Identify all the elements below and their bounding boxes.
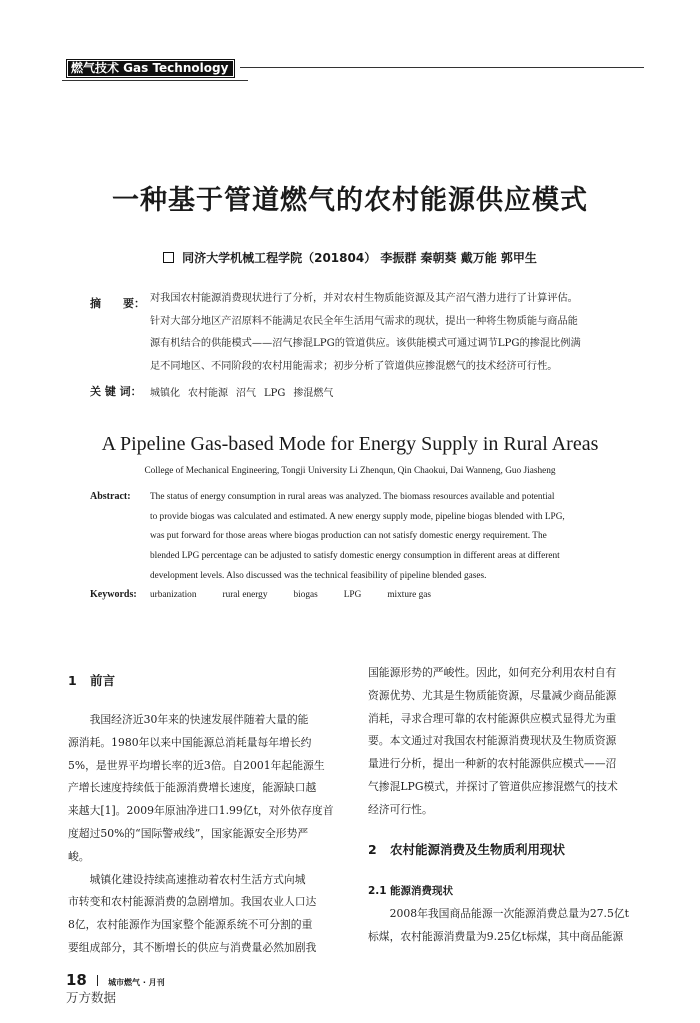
abstract-en-label: Abstract: [90, 491, 131, 502]
body-line: 源消耗。1980年以来中国能源总消耗量每年增长约 [68, 735, 312, 749]
keywords-en-label: Keywords: [90, 589, 137, 600]
section-2-1-heading [368, 883, 453, 898]
body-line: 国能源形势的严峻性。因此，如何充分利用农村自有 [368, 666, 617, 679]
abstract-cn-label: 摘 要： [90, 297, 145, 310]
keywords-cn-label: 关 键 词： [90, 385, 142, 398]
page-number: 18 [66, 971, 87, 989]
body-line: 来越大[1]。2009年原油净进口1.99亿t，对外依存度首 [68, 804, 334, 818]
abstract-cn-line: 足不同地区、不同阶段的农村用能需求；初步分析了管道供应掺混燃气的技术经济可行性。 [150, 360, 558, 372]
abstract-en-line: development levels. Also discussed was the technical feasibility of pipeline blended gases. [150, 570, 487, 581]
header-rule-under [62, 80, 248, 81]
keyword-cn: 掺混燃气 [293, 388, 334, 399]
body-line: 资源优势、尤其是生物质能资源，尽量减少商品能源 [368, 688, 617, 702]
body-line: 要。本文通过对我国农村能源消费现状及生物质资源 [368, 734, 617, 748]
section-title: 前言 [90, 673, 116, 688]
section-title: 农村能源消费及生物质利用现状 [390, 842, 566, 857]
section-2-1-body [368, 903, 653, 949]
body-line: 要组成部分，其不断增长的供应与消费量必然加剧我 [68, 940, 317, 954]
abstract-cn [150, 288, 630, 378]
abstract-en-line: blended LPG percentage can be adjusted to satisfy domestic energy consumption in different areas at different [150, 551, 560, 562]
footer-divider [97, 975, 98, 986]
abstract-en-line: was put forward for those areas where biogas production can not satisfy domestic energy requirement. The [150, 531, 547, 542]
abstract-en-line: to provide biogas was calculated and estimated. A new energy supply mode, pipeline biogas blended with LPG, [150, 511, 565, 522]
paper-title-en: A Pipeline Gas-based Mode for Energy Supply in Rural Areas [101, 433, 599, 455]
body-line: 市转变和农村能源消费的急剧增加。我国农业人口达 [68, 895, 317, 909]
keywords-en [150, 590, 457, 600]
keyword-en: rural energy [222, 590, 268, 600]
authors-cn [0, 249, 700, 266]
body-line: 度超过50%的“国际警戒线”，国家能源安全形势严 [68, 826, 309, 840]
keyword-cn: 沼气 [236, 388, 256, 399]
section-header-badge: 燃气技术 Gas Technology [66, 59, 235, 78]
section-1-heading [68, 671, 115, 689]
paper-title-cn: 一种基于管道燃气的农村能源供应模式 [112, 185, 588, 216]
keyword-en: LPG [343, 590, 362, 600]
abstract-cn-line: 对我国农村能源消费现状进行了分析，并对农村生物质能资源及其产沼气潜力进行了计算评估。 [150, 293, 578, 304]
abstract-en [150, 488, 630, 586]
authors-cn-text: 同济大学机械工程学院（201804） 李振群 秦朝葵 戴万能 郭甲生 [182, 251, 537, 265]
section-2-heading [368, 840, 565, 858]
watermark: 万方数据 [66, 990, 117, 1005]
body-line: 经济可行性。 [368, 802, 433, 816]
body-line: 量进行分析，提出一种新的农村能源供应模式——沼 [368, 757, 617, 771]
abstract-cn-line: 源有机结合的供能模式——沼气掺混LPG的管道供应。该供能模式可通过调节LPG的掺混比例满 [150, 338, 581, 349]
body-line: 消耗，寻求合理可靠的农村能源供应模式显得尤为重 [368, 711, 617, 725]
keyword-cn: 农村能源 [188, 388, 228, 399]
body-line: 标煤，农村能源消费量为9.25亿t标煤，其中商品能源 [368, 929, 624, 943]
body-line: 5%，是世界平均增长率的近3倍。自2001年起能源生 [68, 758, 325, 772]
right-column-body [368, 662, 653, 822]
section-1-body [68, 709, 350, 960]
keywords-cn [150, 384, 341, 399]
body-line: 我国经济近30年来的快速发展伴随着大量的能 [68, 713, 309, 726]
body-line: 8亿，农村能源作为国家整个能源系统不可分割的重 [68, 918, 313, 932]
abstract-cn-line: 针对大部分地区产沼原料不能满足农民全年生活用气需求的现状，提出一种将生物质能与商品能 [150, 315, 578, 327]
section-number: 1 [68, 673, 77, 688]
keyword-cn: 城镇化 [150, 388, 180, 399]
body-line: 2008年我国商品能源一次能源消费总量为27.5亿t [368, 907, 629, 920]
header-rule [240, 67, 644, 68]
affiliation-en: College of Mechanical Engineering, Tongji University Li Zhenqun, Qin Chaokui, Dai Wanneng, Guo Jiasheng [144, 466, 556, 476]
body-line: 峻。 [68, 849, 90, 863]
journal-name: 城市燃气 · 月刊 [108, 978, 165, 987]
keyword-en: urbanization [150, 590, 197, 600]
body-line: 城镇化建设持续高速推动着农村生活方式向城 [68, 872, 306, 886]
checkbox-square-icon [163, 252, 174, 263]
page-footer [66, 970, 165, 989]
section-number: 2 [368, 842, 377, 857]
subsection-number: 2.1 [368, 885, 387, 897]
abstract-en-line: The status of energy consumption in rural areas was analyzed. The biomass resources available and potential [150, 492, 555, 502]
keyword-en: biogas [293, 590, 318, 600]
body-line: 气掺混LPG模式，并探讨了管道供应掺混燃气的技术 [368, 779, 618, 793]
body-line: 产增长速度持续低于能源消费增长速度，能源缺口越 [68, 781, 317, 795]
keyword-en: mixture gas [387, 590, 431, 600]
keyword-cn: LPG [264, 388, 286, 399]
subsection-title: 能源消费现状 [390, 885, 453, 897]
